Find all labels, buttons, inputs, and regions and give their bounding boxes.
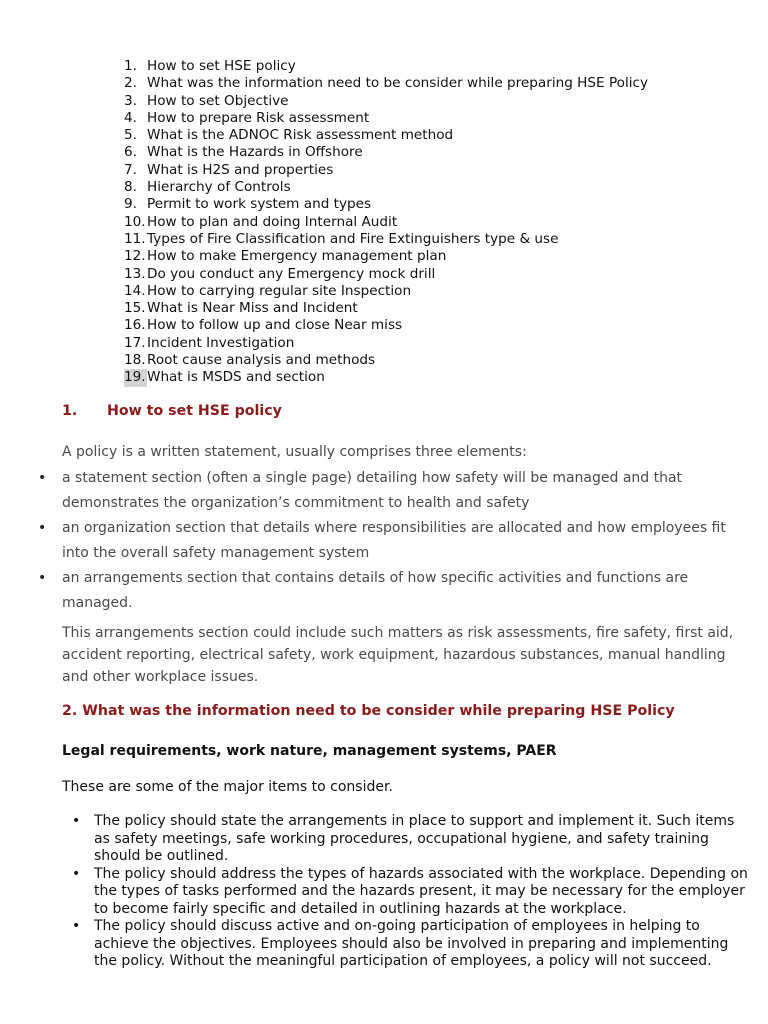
toc-item-number: 15. bbox=[124, 300, 146, 317]
toc-item-number: 18. bbox=[124, 352, 146, 369]
toc-item bbox=[124, 231, 648, 248]
toc-item bbox=[124, 127, 648, 144]
toc-item-number: 16. bbox=[124, 317, 146, 334]
toc-item-number: 10. bbox=[124, 213, 146, 230]
bullet-icon: • bbox=[72, 918, 81, 934]
toc-item-text: How to make Emergency management plan bbox=[147, 248, 447, 265]
section-1-heading bbox=[62, 403, 282, 419]
toc-item bbox=[124, 335, 648, 352]
toc-item-number: 3. bbox=[124, 92, 137, 109]
toc-item-text: What was the information need to be consider while preparing HSE Policy bbox=[147, 75, 649, 92]
section-1-number: 1. bbox=[62, 403, 78, 419]
section-1-intro: A policy is a written statement, usually comprises three elements: bbox=[62, 444, 527, 460]
toc-item bbox=[124, 369, 648, 386]
toc-item bbox=[124, 214, 648, 231]
toc-item-text: Incident Investigation bbox=[147, 334, 295, 351]
section-2-bullet-list bbox=[70, 813, 750, 971]
toc-item bbox=[124, 352, 648, 369]
toc-item-text: How to prepare Risk assessment bbox=[147, 109, 370, 126]
toc-item-number: 1. bbox=[124, 58, 137, 74]
section-2-intro: These are some of the major items to consider. bbox=[62, 779, 393, 795]
toc-item-text: What is the Hazards in Offshore bbox=[147, 144, 363, 161]
toc-item-text: What is MSDS and section bbox=[147, 369, 325, 386]
toc-item-number: 7. bbox=[124, 161, 137, 178]
toc-item-number: 11. bbox=[124, 230, 146, 247]
section-1-bullet-list bbox=[38, 466, 738, 616]
toc-item-text: Permit to work system and types bbox=[147, 196, 372, 213]
toc-item-text: How to carrying regular site Inspection bbox=[147, 282, 412, 299]
toc-item-text: How to plan and doing Internal Audit bbox=[147, 213, 398, 230]
section-2-heading: 2. What was the information need to be consider while preparing HSE Policy bbox=[62, 703, 675, 719]
list-item-text: an arrangements section that contains details of how specific activities and functions are managed. bbox=[62, 570, 689, 611]
toc-item bbox=[124, 283, 648, 300]
section-1-title: How to set HSE policy bbox=[107, 403, 282, 419]
toc-item-text: What is Near Miss and Incident bbox=[147, 300, 358, 317]
list-item bbox=[38, 516, 738, 566]
table-of-contents bbox=[124, 58, 648, 387]
toc-item-number: 8. bbox=[124, 179, 137, 196]
toc-item-text: What is the ADNOC Risk assessment method bbox=[147, 127, 454, 144]
toc-item-text: How to set HSE policy bbox=[147, 58, 296, 74]
bullet-icon: • bbox=[72, 865, 81, 882]
toc-item bbox=[124, 144, 648, 161]
toc-item bbox=[124, 266, 648, 283]
list-item bbox=[38, 466, 738, 516]
bullet-icon: • bbox=[72, 813, 81, 829]
toc-item-number: 9. bbox=[124, 196, 137, 213]
list-item bbox=[70, 866, 750, 919]
toc-item bbox=[124, 110, 648, 127]
toc-item-number: 4. bbox=[124, 109, 137, 126]
toc-item-number: 6. bbox=[124, 144, 137, 161]
toc-item-text: Do you conduct any Emergency mock drill bbox=[147, 265, 436, 282]
toc-item-text: Types of Fire Classification and Fire Extinguishers type & use bbox=[147, 230, 559, 247]
toc-item bbox=[124, 58, 648, 75]
toc-item bbox=[124, 93, 648, 110]
toc-item-number: 19. bbox=[124, 369, 146, 386]
toc-item-text: How to follow up and close Near miss bbox=[147, 317, 403, 334]
toc-item bbox=[124, 248, 648, 265]
toc-item-number: 12. bbox=[124, 248, 146, 265]
section-1-paragraph: This arrangements section could include such matters as risk assessments, fire safety, first aid, accident reporting, electrical safety, work equipment, hazardous substances, manual handling and other workplace issues. bbox=[62, 625, 734, 685]
bullet-icon: • bbox=[38, 570, 47, 586]
toc-item-number: 17. bbox=[124, 334, 146, 351]
list-item bbox=[70, 918, 750, 971]
list-item bbox=[38, 566, 738, 616]
toc-item-number: 14. bbox=[124, 282, 146, 299]
list-item bbox=[70, 813, 750, 866]
list-item-text: a statement section (often a single page) detailing how safety will be managed and that demonstrates the organization’s commitment to health and safety bbox=[62, 470, 683, 511]
bullet-icon: • bbox=[38, 470, 47, 486]
toc-item-number: 5. bbox=[124, 127, 137, 144]
toc-item bbox=[124, 162, 648, 179]
section-2-subheading: Legal requirements, work nature, management systems, PAER bbox=[62, 743, 557, 759]
list-item-text: The policy should discuss active and on-going participation of employees in helping to achieve the objectives. Employees should also be involved in preparing and implementing the policy. Without the meaningful participation of employees, a policy will not succeed. bbox=[94, 918, 729, 969]
toc-item-number: 2. bbox=[124, 75, 137, 92]
list-item-text: The policy should address the types of hazards associated with the workplace. Depending on the types of tasks performed and the hazards present, it may be necessary for the employer to become fairly specific and detailed in outlining hazards at the workplace. bbox=[94, 865, 748, 917]
list-item-text: an organization section that details where responsibilities are allocated and how employees fit into the overall safety management system bbox=[62, 520, 726, 561]
toc-item bbox=[124, 196, 648, 213]
list-item-text: The policy should state the arrangements in place to support and implement it. Such items as safety meetings, safe working procedures, occupational hygiene, and safety training should be outlined. bbox=[94, 813, 735, 864]
toc-item bbox=[124, 300, 648, 317]
toc-item bbox=[124, 317, 648, 334]
toc-item bbox=[124, 75, 648, 92]
toc-item-text: Hierarchy of Controls bbox=[147, 179, 291, 196]
toc-item bbox=[124, 179, 648, 196]
toc-item-text: What is H2S and properties bbox=[147, 161, 334, 178]
bullet-icon: • bbox=[38, 520, 47, 536]
toc-item-text: Root cause analysis and methods bbox=[147, 352, 376, 369]
toc-item-text: How to set Objective bbox=[147, 92, 289, 109]
toc-item-number: 13. bbox=[124, 265, 146, 282]
